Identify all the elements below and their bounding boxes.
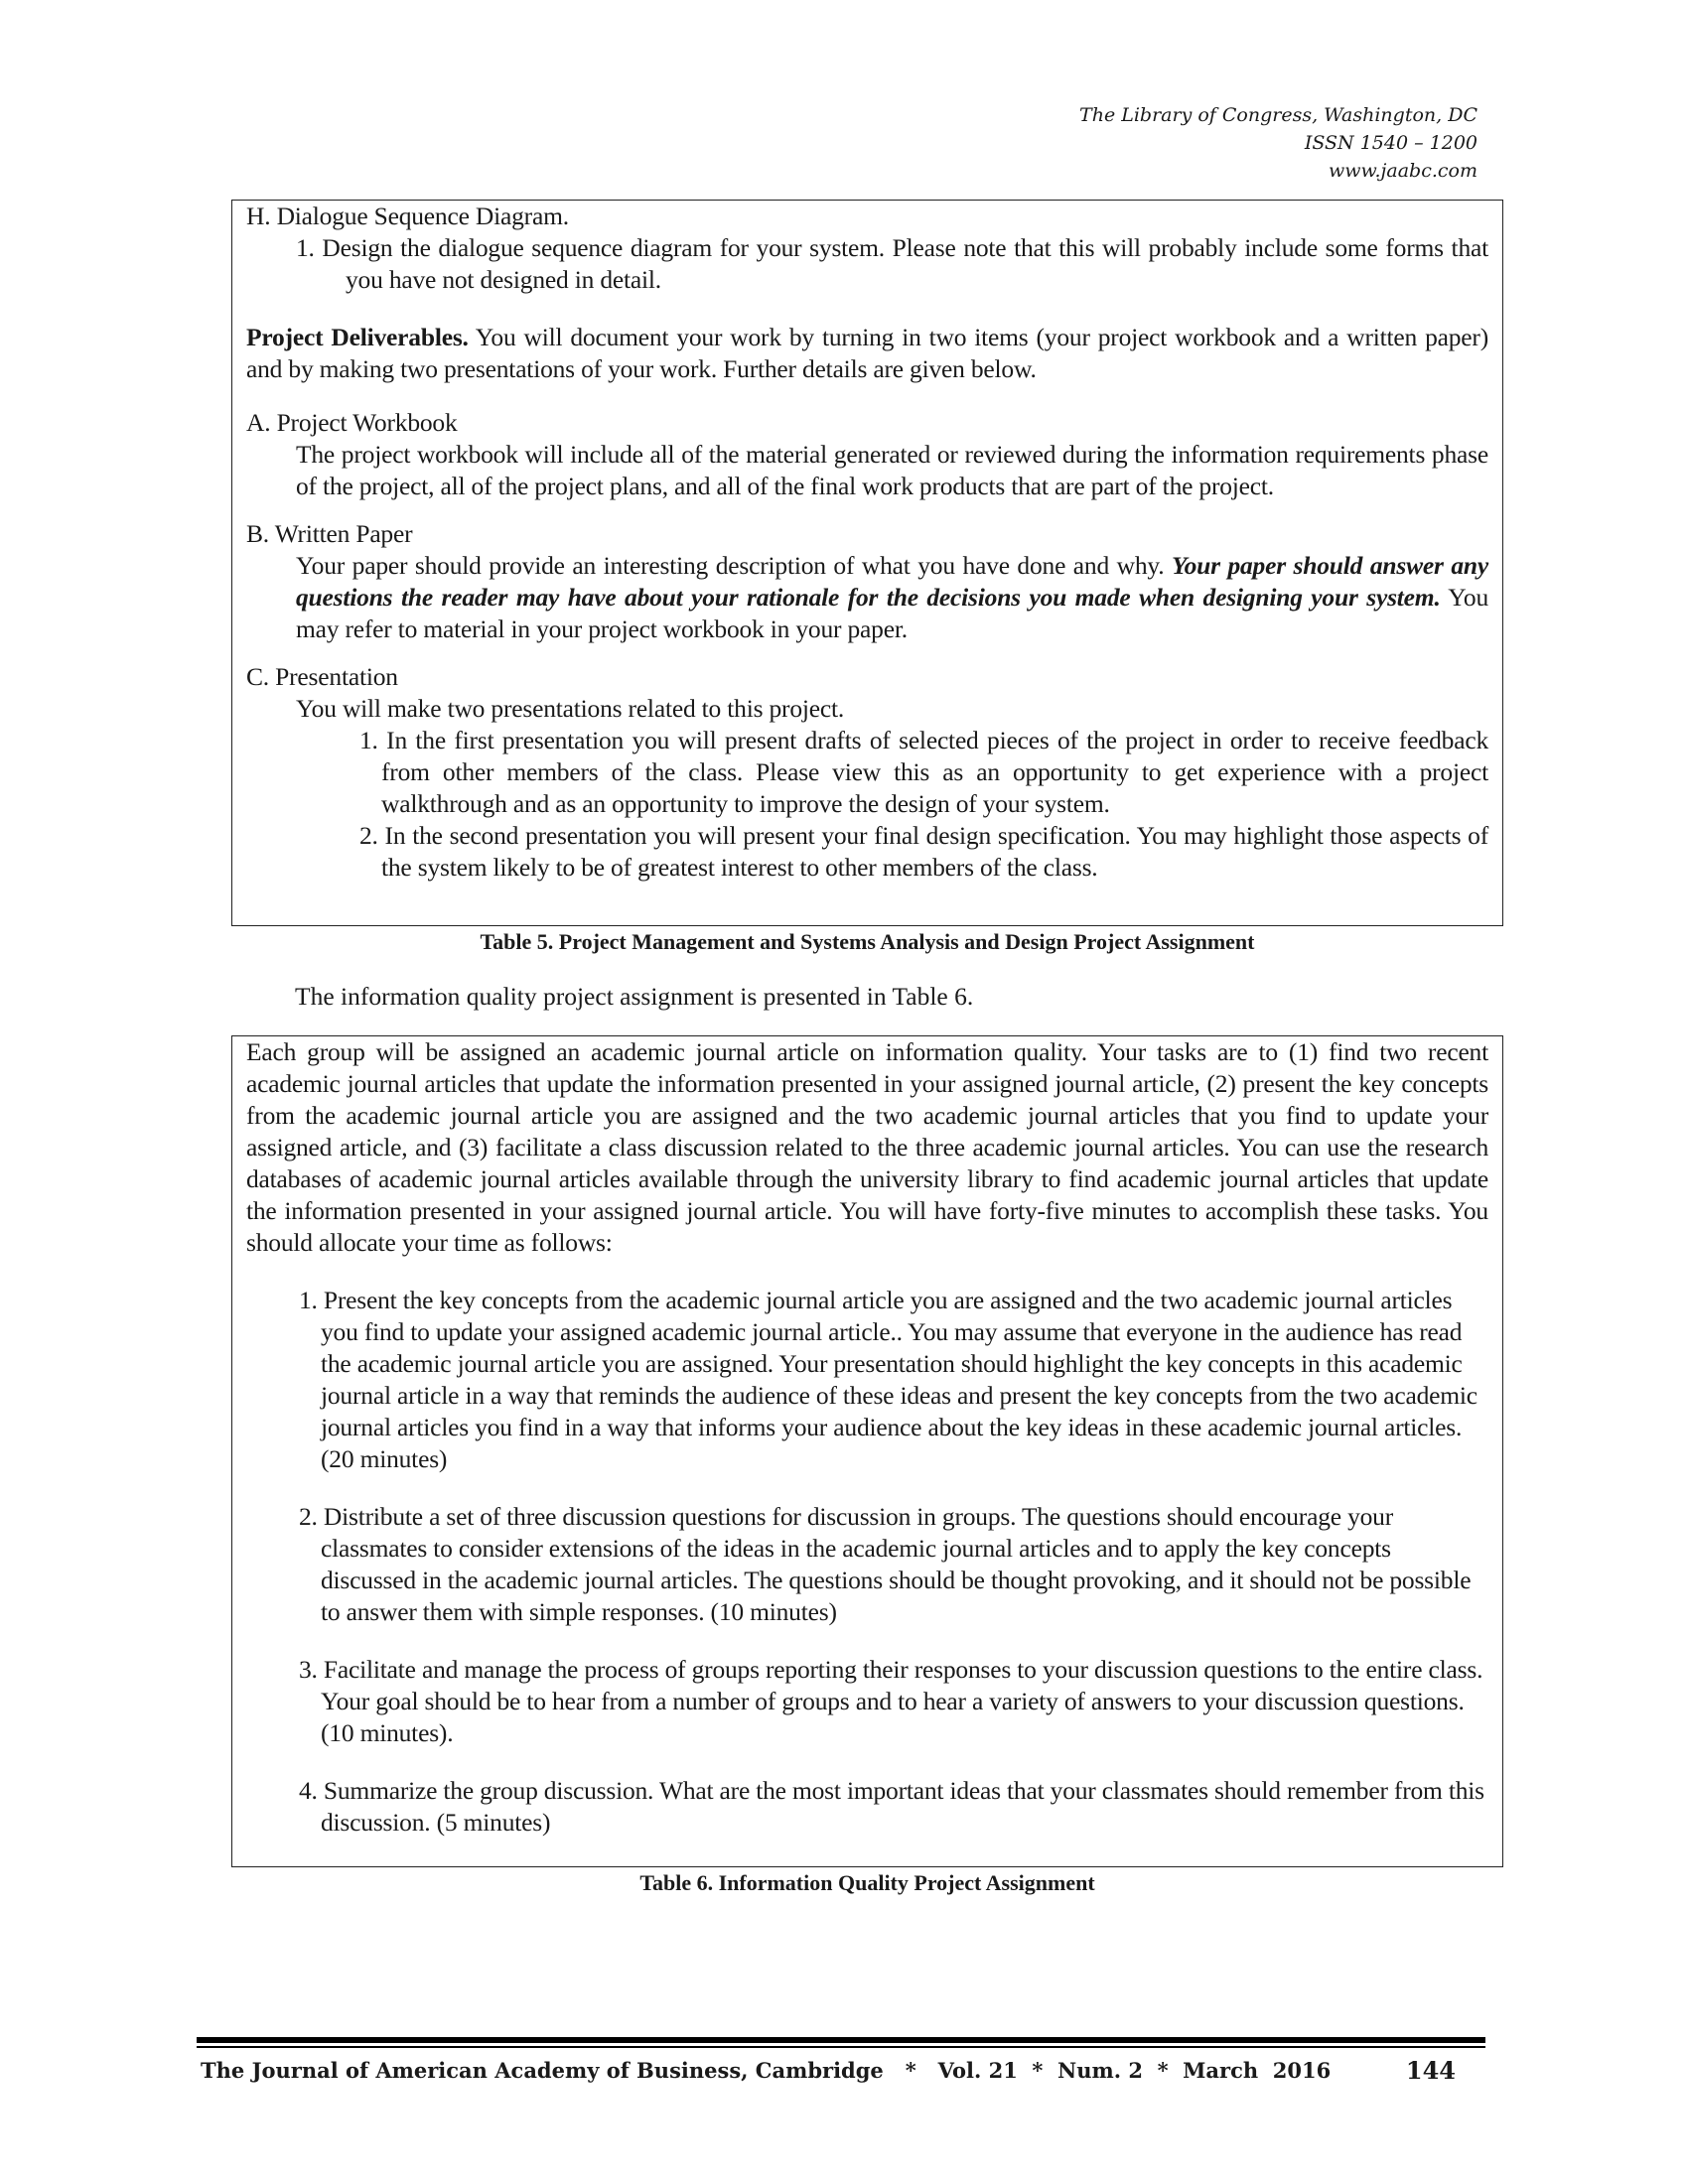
body-paragraph: The information quality project assignment is presented in Table 6. [295,982,974,1011]
running-head-line2: ISSN 1540 – 1200 [1304,132,1477,154]
workbook-text: The project workbook will include all of the material generated or reviewed during the information requirements phase of the project, all of the project plans, and all of the final work products that are part of the project. [296,440,1488,500]
assignment-item-3: 3. Facilitate and manage the process of groups reporting their responses to your discussion questions to the entire class. Your goal should be to hear from a number of groups and to hear a variety of answers to your discussion questions. (10 minutes). [299,1655,1483,1747]
footer [197,2053,1485,2089]
footer-journal-citation: The Journal of American Academy of Business, Cambridge * Vol. 21 * Num. 2 * March 2016 [201,2058,1332,2083]
presentation-item-1: 1. In the first presentation you will present drafts of selected pieces of the project in order to receive feedback from other members of the class. Please view this as an opportunity to get experience with a project walkthrough and as an opportunity to improve the design of your system. [359,726,1488,818]
workbook-heading: A. Project Workbook [246,408,458,437]
footer-rule-thick [197,2037,1485,2043]
table6-box [231,1035,1503,1867]
deliverables-label: Project Deliverables. [246,323,469,351]
assignment-item-4: 4. Summarize the group discussion. What are the most important ideas that your classmates should remember from this discussion. (5 minutes) [299,1776,1484,1837]
presentation-intro: You will make two presentations related to this project. [296,694,845,723]
table6-caption: Table 6. Information Quality Project Assignment [639,1870,1095,1895]
table5-box [231,200,1503,926]
page-number: 144 [1405,2056,1456,2085]
paper-text [246,550,1488,645]
paper-text-emphasis: Your paper should answer any questions the reader may have about your rationale for the decisions you made when designing your system. [296,551,1488,612]
table5-caption: Table 5. Project Management and Systems Analysis and Design Project Assignment [480,929,1255,954]
running-head-line1: The Library of Congress, Washington, DC [1079,104,1477,126]
paper-text-start: Your paper should provide an interesting description of what you have done and why. [296,551,1173,580]
footer-rule-thin [197,2046,1485,2048]
paper-text-end: You may refer to material in your project workbook in your paper. [296,583,1488,643]
presentation-item-2: 2. In the second presentation you will present your final design specification. You may highlight those aspects of the system likely to be of greatest interest to other members of the class. [359,821,1488,882]
assignment-item-2: 2. Distribute a set of three discussion questions for discussion in groups. The questions should encourage your classmates to consider extensions of the ideas in the academic journal articles and to apply the key concepts discussed in the academic journal articles. The questions should be thought provoking, and it should not be possible to answer them with simple responses. (10 minutes) [299,1502,1472,1626]
running-head [882,101,1477,185]
deliverables-text: You will document your work by turning in two items (your project workbook and a written paper) and by making two presentations of your work. Further details are given below. [246,323,1488,383]
running-head-line3: www.jaabc.com [1328,160,1477,182]
assignment-intro: Each group will be assigned an academic journal article on information quality. Your tasks are to (1) find two recent academic journal articles that update the information presented in your assigned journal article, (2) present the key concepts from the academic journal article you are assigned and the two academic journal articles that you find to update your assigned article, and (3) facilitate a class discussion related to the three academic journal articles. You can use the research databases of academic journal articles available through the university library to find academic journal articles that update the information presented in your assigned journal article. You will have forty-five minutes to accomplish these tasks. You should allocate your time as follows: [246,1037,1488,1257]
deliverables-paragraph [246,322,1488,385]
presentation-heading: C. Presentation [246,662,398,691]
assignment-item-1: 1. Present the key concepts from the academic journal article you are assigned and the two academic journal articles you find to update your assigned academic journal article.. You may assume that everyone in the audience has read the academic journal article you are assigned. Your presentation should highlight the key concepts in this academic journal article in a way that reminds the audience of these ideas and present the key concepts from the two academic journal articles you find in a way that informs your audience about the key ideas in these academic journal articles. (20 minutes) [299,1286,1477,1473]
paper-heading: B. Written Paper [246,519,413,548]
dialogue-item-1: 1. Design the dialogue sequence diagram for your system. Please note that this will probably include some forms that you have not designed in detail. [296,233,1488,294]
dialogue-heading: H. Dialogue Sequence Diagram. [246,202,569,230]
